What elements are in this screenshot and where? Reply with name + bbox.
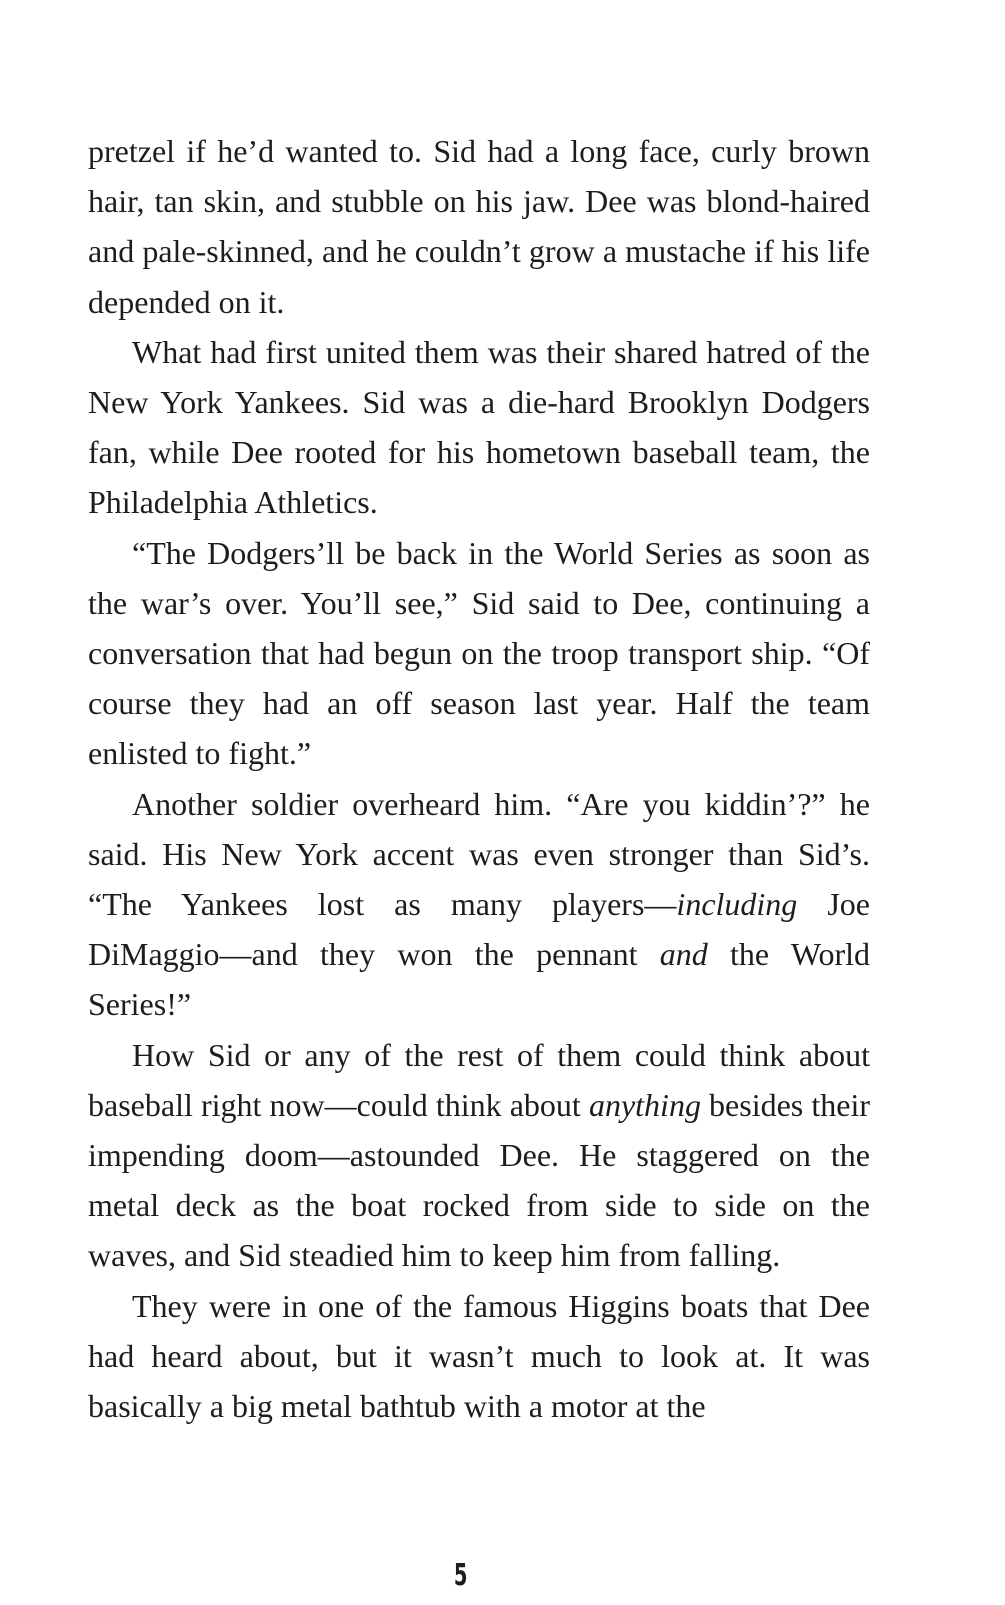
paragraph-5-text-b: besides their impending doom—astounded Dee. He staggered on the metal deck as the boat rocked from side to side on the waves, and Sid steadied him to keep him from falling. xyxy=(88,1086,871,1274)
emphasis-and: and xyxy=(659,936,708,973)
paragraph-5 xyxy=(88,1030,870,1281)
paragraph-4-text-b: Joe DiMaggio—and they won the pennant xyxy=(88,886,871,973)
page-number: 5 xyxy=(453,1558,468,1593)
emphasis-including: including xyxy=(676,886,798,923)
body-text xyxy=(88,126,870,1431)
paragraph-3: “The Dodgers’ll be back in the World Series as soon as the war’s over. You’ll see,” Sid said to Dee, continuing a conversation that had begun on the troop transport ship. “Of course they had an off season last year. Half the team enlisted to fight.” xyxy=(88,534,870,772)
paragraph-6: They were in one of the famous Higgins boats that Dee had heard about, but it wasn’t much to look at. It was basically a big metal bathtub with a motor at the xyxy=(88,1287,870,1425)
paragraph-2: What had first united them was their shared hatred of the New York Yankees. Sid was a die-hard Brooklyn Dodgers fan, while Dee rooted for his hometown baseball team, the Philadelphia Athletics. xyxy=(88,333,870,521)
emphasis-anything: anything xyxy=(588,1086,701,1123)
paragraph-4-text-c: the World Series!” xyxy=(88,936,871,1023)
paragraph-5-text-a: How Sid or any of the rest of them could think about baseball right now—could think about xyxy=(88,1036,870,1123)
paragraph-4-text-a: Another soldier overheard him. “Are you kiddin’?” he said. His New York accent was even stronger than Sid’s. “The Yankees lost as many players— xyxy=(88,785,870,923)
paragraph-1: pretzel if he’d wanted to. Sid had a long face, curly brown hair, tan skin, and stubble on his jaw. Dee was blond-haired and pale-skinned, and he couldn’t grow a mustache if his life depended on it. xyxy=(88,133,870,320)
paragraph-4 xyxy=(88,779,870,1030)
